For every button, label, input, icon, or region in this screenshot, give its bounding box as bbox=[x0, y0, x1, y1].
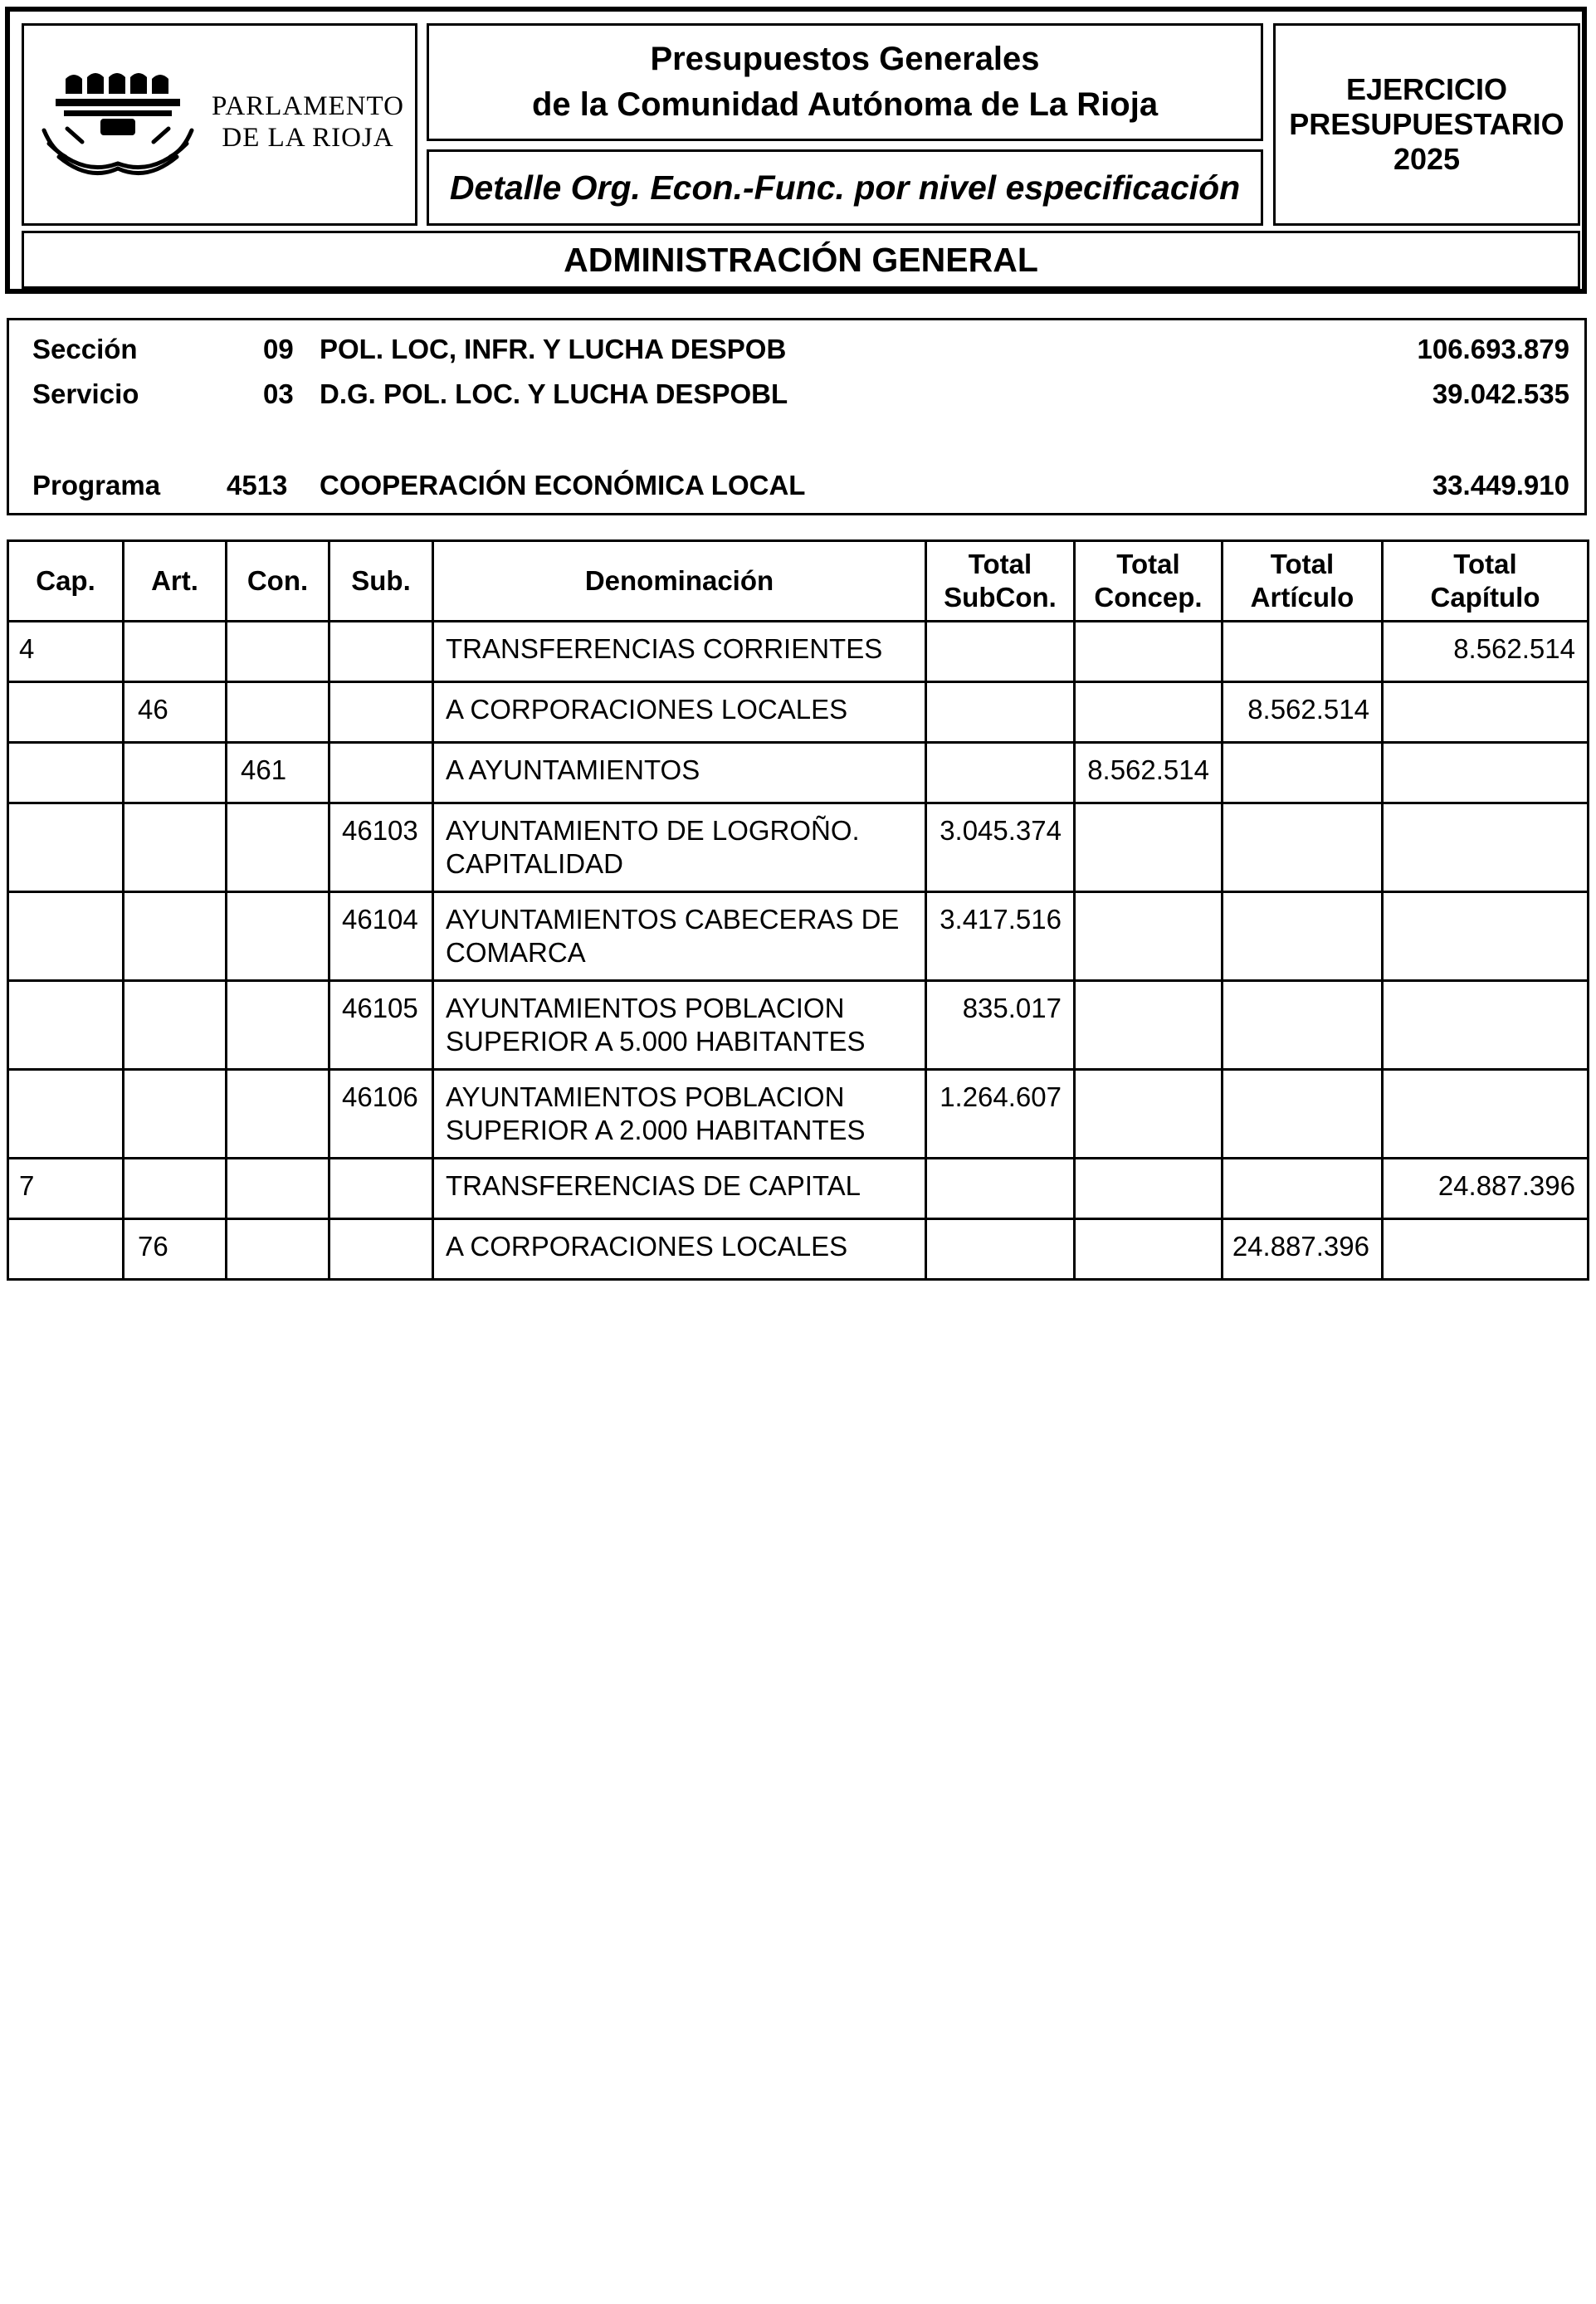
cell-total-subcon: 835.017 bbox=[926, 981, 1075, 1070]
cell-total-subcon: 3.417.516 bbox=[926, 892, 1075, 981]
cell-cap: 7 bbox=[8, 1159, 124, 1219]
year-line1: EJERCICIO bbox=[1345, 72, 1508, 106]
cell-sub: 46103 bbox=[329, 803, 433, 892]
parliament-crest-icon bbox=[32, 61, 207, 193]
cell-total-subcon bbox=[926, 1219, 1075, 1280]
cell-con bbox=[227, 1070, 329, 1159]
budget-table bbox=[7, 539, 1589, 1281]
cell-total-capitulo bbox=[1383, 1070, 1589, 1159]
cell-sub: 46105 bbox=[329, 981, 433, 1070]
header-total-subcon bbox=[926, 541, 1075, 622]
cell-denominacion: A AYUNTAMIENTOS bbox=[433, 743, 926, 803]
cell-total-subcon: 1.264.607 bbox=[926, 1070, 1075, 1159]
cell-total-articulo bbox=[1223, 622, 1383, 682]
document-subtitle bbox=[427, 149, 1263, 226]
cell-sub bbox=[329, 1219, 433, 1280]
parliament-name bbox=[208, 90, 408, 154]
cell-total-capitulo bbox=[1383, 682, 1589, 743]
table-row bbox=[8, 1159, 1589, 1219]
seccion-desc: POL. LOC, INFR. Y LUCHA DESPOB bbox=[320, 334, 787, 364]
year-value: 2025 bbox=[1393, 142, 1461, 176]
cell-denominacion: AYUNTAMIENTOS POBLACION SUPERIOR A 5.000 HABITANTES bbox=[433, 981, 926, 1070]
header-total-capitulo-l2: Capítulo bbox=[1430, 582, 1540, 613]
fiscal-year-box bbox=[1273, 23, 1580, 226]
cell-cap bbox=[8, 682, 124, 743]
cell-denominacion: TRANSFERENCIAS DE CAPITAL bbox=[433, 1159, 926, 1219]
parliament-name-line2: DE LA RIOJA bbox=[222, 123, 394, 153]
cell-total-articulo bbox=[1223, 803, 1383, 892]
table-row bbox=[8, 981, 1589, 1070]
table-row bbox=[8, 622, 1589, 682]
programa-desc: COOPERACIÓN ECONÓMICA LOCAL bbox=[320, 470, 806, 500]
cell-art bbox=[124, 892, 227, 981]
cell-denominacion: TRANSFERENCIAS CORRIENTES bbox=[433, 622, 926, 682]
cell-cap bbox=[8, 803, 124, 892]
cell-total-concep bbox=[1075, 1070, 1223, 1159]
cell-art bbox=[124, 622, 227, 682]
cell-denominacion: AYUNTAMIENTOS CABECERAS DE COMARCA bbox=[433, 892, 926, 981]
header-total-articulo bbox=[1223, 541, 1383, 622]
document-header bbox=[5, 7, 1587, 294]
programa-row bbox=[9, 470, 1584, 506]
table-row bbox=[8, 682, 1589, 743]
cell-con: 461 bbox=[227, 743, 329, 803]
cell-total-subcon bbox=[926, 743, 1075, 803]
header-total-concep-l1: Total bbox=[1116, 549, 1180, 579]
subtitle-text: Detalle Org. Econ.-Func. por nivel especificación bbox=[449, 168, 1241, 207]
cell-denominacion: A CORPORACIONES LOCALES bbox=[433, 1219, 926, 1280]
cell-total-concep bbox=[1075, 682, 1223, 743]
cell-art bbox=[124, 743, 227, 803]
header-total-capitulo bbox=[1383, 541, 1589, 622]
cell-total-capitulo bbox=[1383, 1219, 1589, 1280]
programa-amount: 33.449.910 bbox=[1432, 470, 1569, 500]
cell-total-capitulo bbox=[1383, 981, 1589, 1070]
cell-con bbox=[227, 1159, 329, 1219]
cell-total-concep bbox=[1075, 803, 1223, 892]
cell-total-subcon bbox=[926, 1159, 1075, 1219]
seccion-amount: 106.693.879 bbox=[1417, 334, 1569, 364]
cell-total-concep bbox=[1075, 622, 1223, 682]
cell-total-capitulo: 8.562.514 bbox=[1383, 622, 1589, 682]
cell-con bbox=[227, 622, 329, 682]
cell-cap: 4 bbox=[8, 622, 124, 682]
header-total-subcon-l2: SubCon. bbox=[944, 582, 1057, 613]
header-cap: Cap. bbox=[8, 541, 124, 622]
administration-title bbox=[22, 231, 1580, 289]
cell-sub bbox=[329, 1159, 433, 1219]
cell-total-articulo bbox=[1223, 981, 1383, 1070]
servicio-amount: 39.042.535 bbox=[1432, 378, 1569, 409]
servicio-desc: D.G. POL. LOC. Y LUCHA DESPOBL bbox=[320, 378, 788, 409]
cell-denominacion: A CORPORACIONES LOCALES bbox=[433, 682, 926, 743]
seccion-code: 09 bbox=[263, 334, 294, 364]
cell-total-concep: 8.562.514 bbox=[1075, 743, 1223, 803]
header-total-articulo-l2: Artículo bbox=[1250, 582, 1354, 613]
title-line2: de la Comunidad Autónoma de La Rioja bbox=[531, 86, 1159, 123]
seccion-row bbox=[9, 334, 1584, 370]
cell-total-concep bbox=[1075, 892, 1223, 981]
cell-denominacion: AYUNTAMIENTOS POBLACION SUPERIOR A 2.000 HABITANTES bbox=[433, 1070, 926, 1159]
cell-total-capitulo bbox=[1383, 743, 1589, 803]
header-con: Con. bbox=[227, 541, 329, 622]
header-sub: Sub. bbox=[329, 541, 433, 622]
cell-total-articulo: 8.562.514 bbox=[1223, 682, 1383, 743]
servicio-label: Servicio bbox=[32, 378, 139, 409]
cell-total-concep bbox=[1075, 981, 1223, 1070]
cell-sub bbox=[329, 622, 433, 682]
cell-con bbox=[227, 981, 329, 1070]
header-total-capitulo-l1: Total bbox=[1453, 549, 1517, 579]
cell-cap bbox=[8, 1219, 124, 1280]
cell-con bbox=[227, 1219, 329, 1280]
cell-sub bbox=[329, 682, 433, 743]
cell-total-concep bbox=[1075, 1219, 1223, 1280]
section-info bbox=[7, 318, 1587, 515]
cell-cap bbox=[8, 1070, 124, 1159]
cell-art bbox=[124, 1159, 227, 1219]
cell-art bbox=[124, 981, 227, 1070]
servicio-row bbox=[9, 378, 1584, 415]
cell-total-articulo bbox=[1223, 743, 1383, 803]
parliament-name-line1: PARLAMENTO bbox=[212, 91, 404, 121]
programa-label: Programa bbox=[32, 470, 161, 500]
cell-total-subcon bbox=[926, 622, 1075, 682]
cell-denominacion: AYUNTAMIENTO DE LOGROÑO. CAPITALIDAD bbox=[433, 803, 926, 892]
header-total-subcon-l1: Total bbox=[968, 549, 1032, 579]
header-total-concep bbox=[1075, 541, 1223, 622]
cell-art bbox=[124, 803, 227, 892]
cell-total-subcon bbox=[926, 682, 1075, 743]
parliament-logo-box bbox=[22, 23, 417, 226]
programa-code: 4513 bbox=[227, 470, 288, 500]
seccion-label: Sección bbox=[32, 334, 138, 364]
cell-total-subcon: 3.045.374 bbox=[926, 803, 1075, 892]
cell-total-concep bbox=[1075, 1159, 1223, 1219]
cell-cap bbox=[8, 892, 124, 981]
cell-con bbox=[227, 892, 329, 981]
cell-total-articulo bbox=[1223, 1070, 1383, 1159]
cell-total-capitulo bbox=[1383, 892, 1589, 981]
cell-total-capitulo bbox=[1383, 803, 1589, 892]
cell-con bbox=[227, 682, 329, 743]
cell-total-capitulo: 24.887.396 bbox=[1383, 1159, 1589, 1219]
header-total-articulo-l1: Total bbox=[1270, 549, 1335, 579]
cell-art bbox=[124, 1070, 227, 1159]
servicio-code: 03 bbox=[263, 378, 294, 409]
administration-text: ADMINISTRACIÓN GENERAL bbox=[564, 240, 1038, 279]
table-row bbox=[8, 1219, 1589, 1280]
document-title bbox=[427, 23, 1263, 141]
table-row bbox=[8, 1070, 1589, 1159]
table-header-row bbox=[8, 541, 1589, 622]
cell-art: 46 bbox=[124, 682, 227, 743]
cell-total-articulo bbox=[1223, 892, 1383, 981]
year-line2: PRESUPUESTARIO bbox=[1289, 107, 1564, 141]
cell-art: 76 bbox=[124, 1219, 227, 1280]
table-row bbox=[8, 803, 1589, 892]
table-row bbox=[8, 743, 1589, 803]
cell-total-articulo: 24.887.396 bbox=[1223, 1219, 1383, 1280]
cell-sub: 46104 bbox=[329, 892, 433, 981]
cell-sub bbox=[329, 743, 433, 803]
cell-cap bbox=[8, 981, 124, 1070]
header-art: Art. bbox=[124, 541, 227, 622]
header-denominacion: Denominación bbox=[433, 541, 926, 622]
title-line1: Presupuestos Generales bbox=[650, 41, 1040, 77]
cell-cap bbox=[8, 743, 124, 803]
table-row bbox=[8, 892, 1589, 981]
cell-con bbox=[227, 803, 329, 892]
header-total-concep-l2: Concep. bbox=[1094, 582, 1203, 613]
cell-sub: 46106 bbox=[329, 1070, 433, 1159]
cell-total-articulo bbox=[1223, 1159, 1383, 1219]
